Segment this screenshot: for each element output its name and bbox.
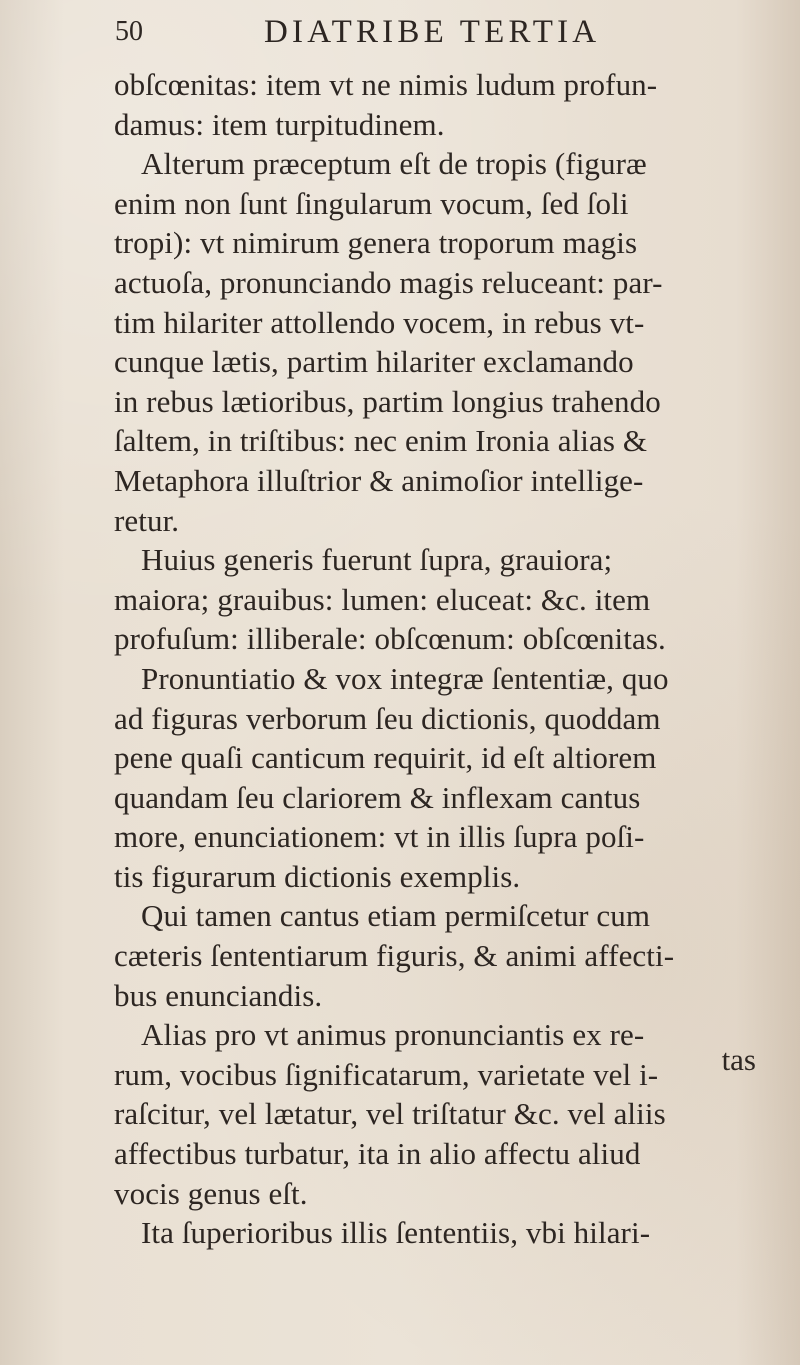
text-line: Alias pro vt animus pronunciantis ex re- (141, 1017, 645, 1053)
text-line: raſcitur, vel lætatur, vel triſtatur &c. vel aliis (114, 1096, 666, 1132)
page-header (87, 12, 727, 52)
text-line: profuſum: illiberale: obſcœnum: obſcœnitas. (114, 621, 666, 657)
text-line: Ita ſuperioribus illis ſententiis, vbi hilari- (141, 1215, 651, 1251)
text-line: obſcœnitas: item vt ne nimis ludum profun- (114, 67, 658, 102)
text-line: bus enunciandis. (114, 977, 323, 1013)
text-line: vocis genus eſt. (114, 1175, 308, 1211)
text-line: affectibus turbatur, ita in alio affectu aliud (114, 1136, 641, 1172)
text-line: rum, vocibus ſignificatarum, varietate vel i- (114, 1056, 659, 1092)
text-line: maiora; grauibus: lumen: eluceat: &c. item (114, 581, 651, 617)
text-line: quandam ſeu clariorem & inflexam cantus (114, 779, 641, 815)
main-text (114, 65, 794, 1253)
running-title: DIATRIBE TERTIA (264, 14, 601, 50)
text-line: ſaltem, in triſtibus: nec enim Ironia alias & (114, 423, 648, 459)
text-line: Metaphora illuſtrior & animoſior intellige- (114, 462, 644, 498)
text-line: Alterum præceptum eſt de tropis (figuræ (141, 146, 647, 182)
text-line: ad figuras verborum ſeu dictionis, quoddam (114, 700, 661, 736)
text-line: actuoſa, pronunciando magis reluceant: par- (114, 264, 663, 300)
text-line: more, enunciationem: vt in illis ſupra poſi- (114, 819, 645, 855)
text-line: tropi): vt nimirum genera troporum magis (114, 225, 638, 261)
text-line: retur. (114, 502, 180, 538)
text-line: tis figurarum dictionis exemplis. (114, 858, 521, 894)
text-line: cæteris ſententiarum figuris, & animi affecti- (114, 938, 675, 974)
catchword: tas (721, 1042, 756, 1077)
text-line: in rebus lætioribus, partim longius trahendo (114, 383, 661, 419)
text-line: damus: item turpitudinem. (114, 106, 445, 142)
text-line: pene quaſi canticum requirit, id eſt altiorem (114, 740, 657, 776)
text-line: tim hilariter attollendo vocem, in rebus vt- (114, 304, 645, 340)
page-number: 50 (115, 16, 143, 47)
text-line: enim non ſunt ſingularum vocum, ſed ſoli (114, 185, 629, 221)
text-line: Pronuntiatio & vox integræ ſententiæ, quo (141, 660, 669, 696)
text-line: cunque lætis, partim hilariter exclamando (114, 344, 634, 380)
text-line: Qui tamen cantus etiam permiſcetur cum (141, 898, 651, 934)
text-line: Huius generis fuerunt ſupra, grauiora; (141, 542, 613, 578)
